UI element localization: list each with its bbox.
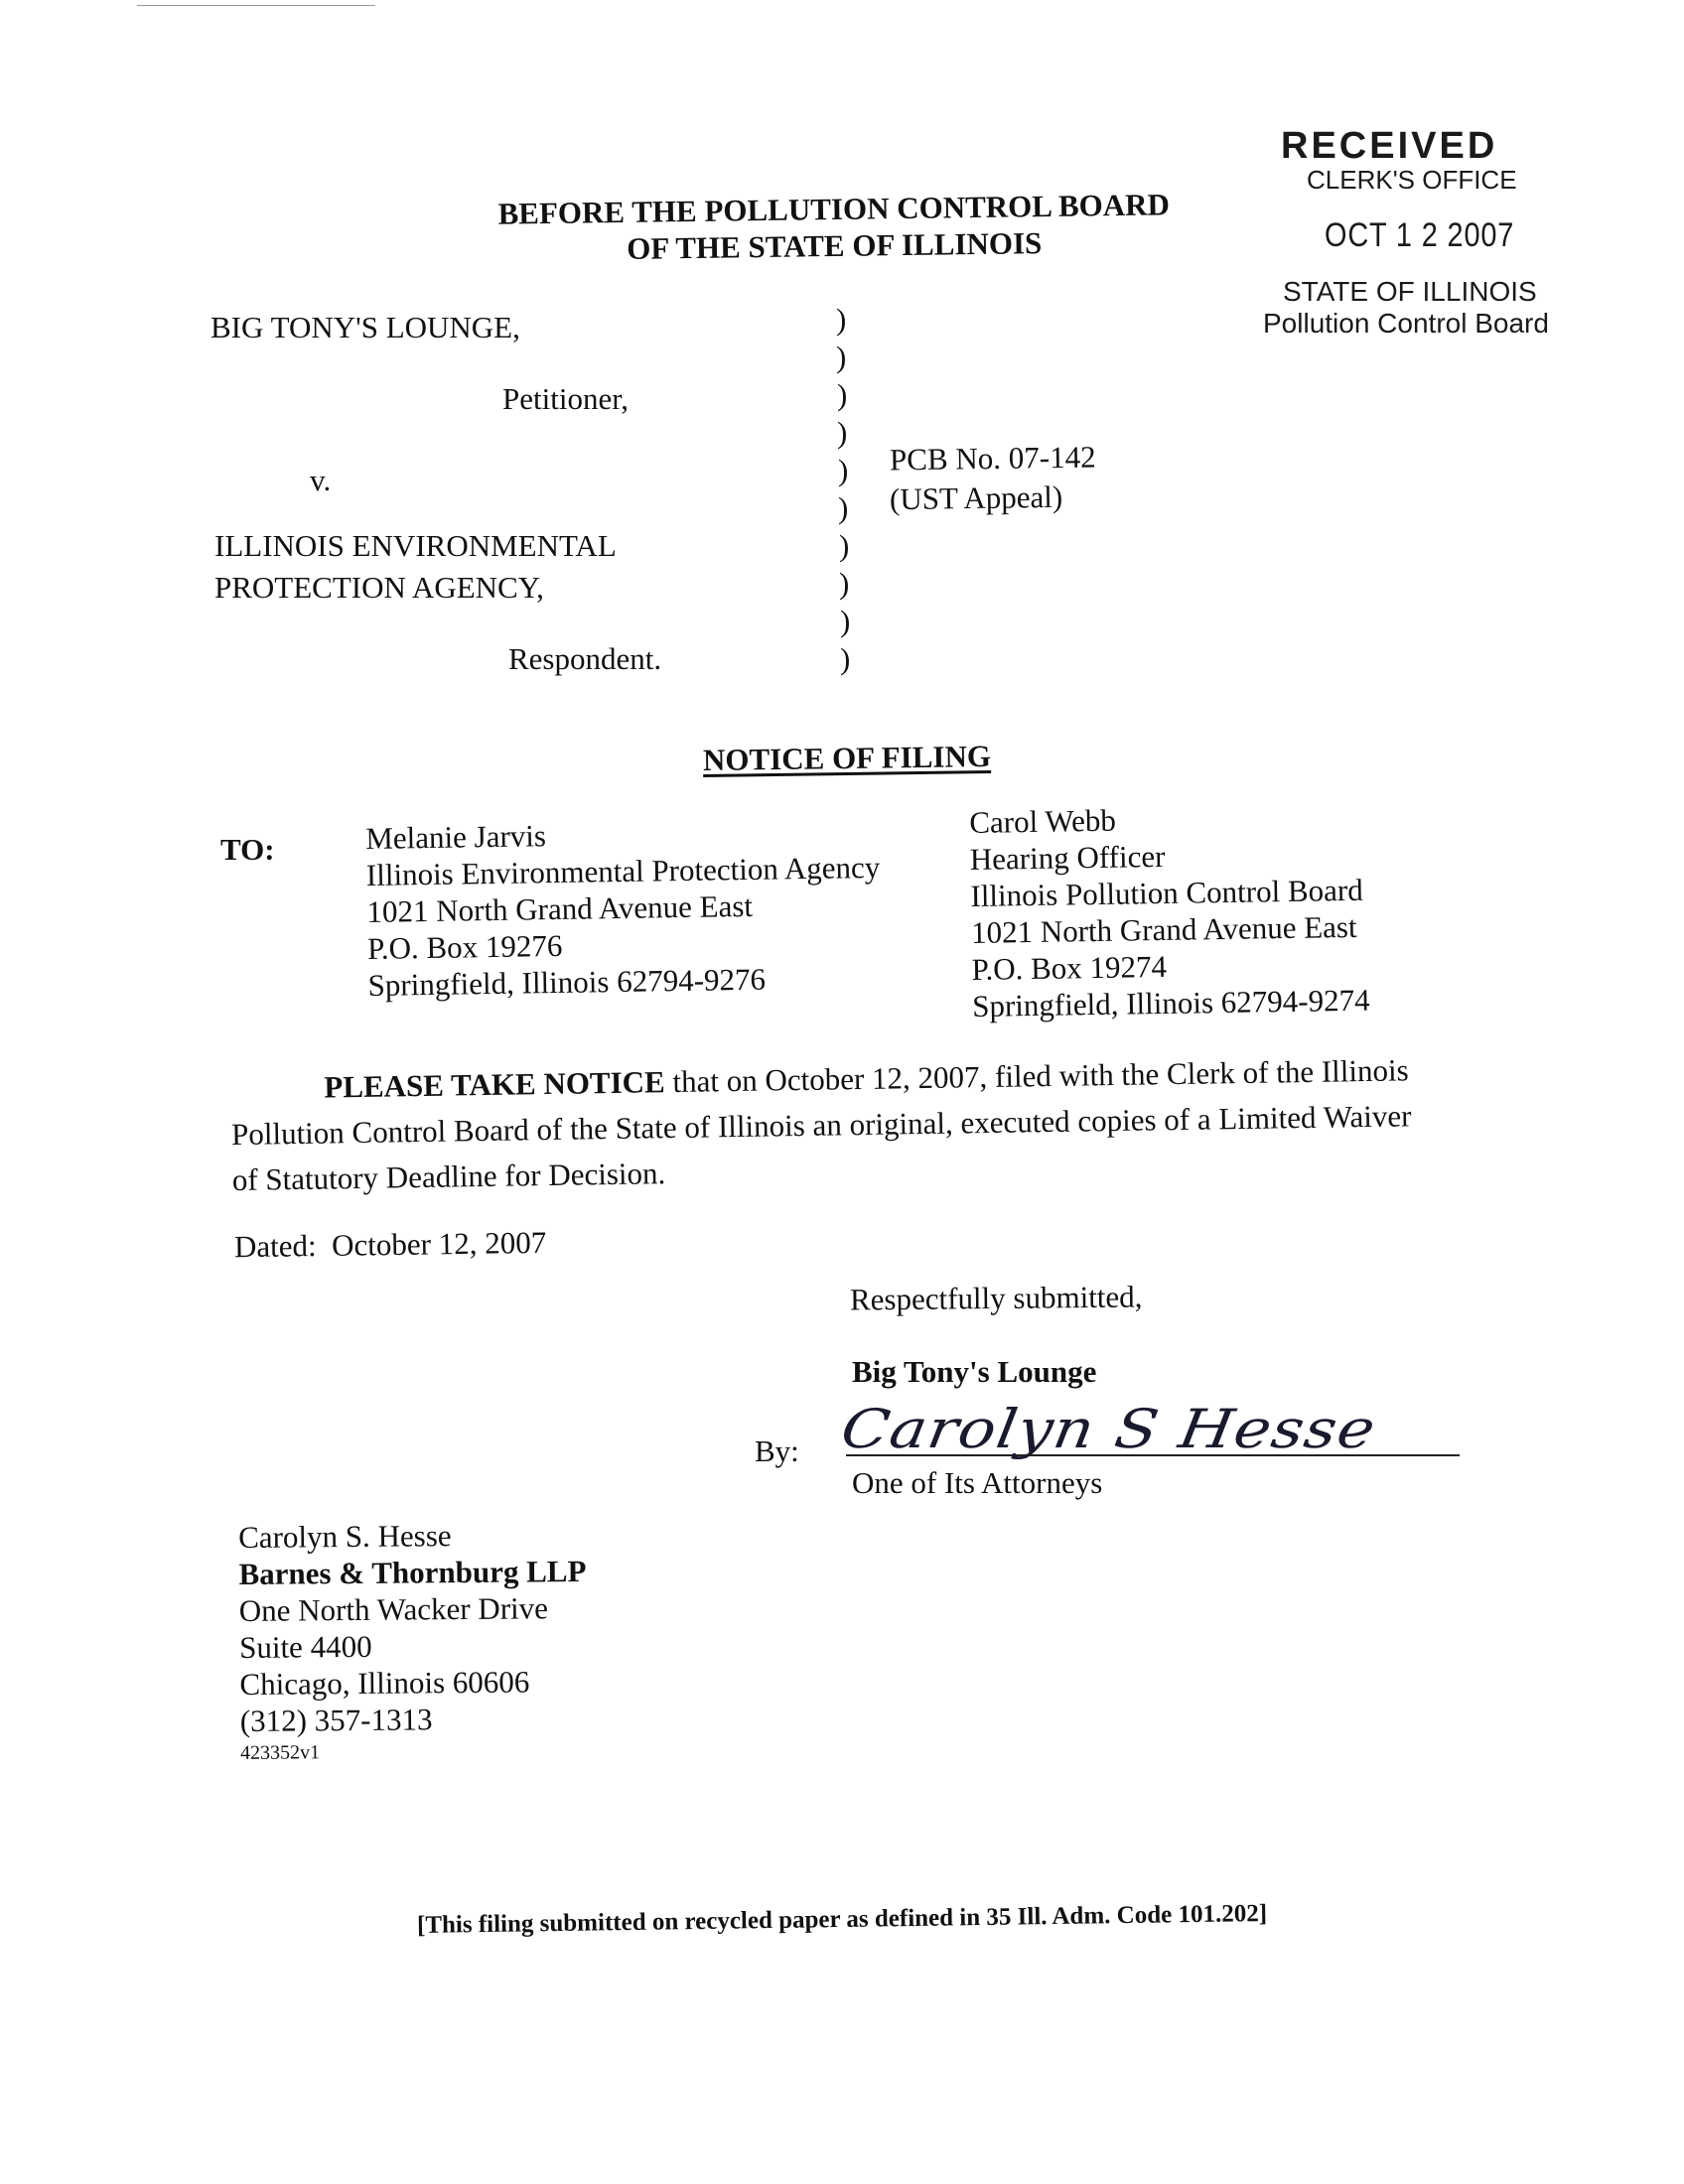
dated-line: Dated: October 12, 2007 [233, 1224, 547, 1265]
stamp-board: Pollution Control Board [1263, 308, 1549, 339]
caption-paren: ) [838, 490, 849, 525]
received-stamp [1263, 125, 1579, 353]
stamp-date: OCT 1 2 2007 [1325, 216, 1515, 254]
header-line2: OF THE STATE OF ILLINOIS [627, 225, 1043, 267]
caption-paren: ) [836, 302, 847, 337]
recipient-2-line: Hearing Officer [969, 838, 1166, 877]
petitioner-role: Petitioner, [502, 381, 630, 416]
attorney-street: One North Wacker Drive [238, 1590, 549, 1628]
attorney-city: Chicago, Illinois 60606 [239, 1664, 530, 1702]
to-label: TO: [220, 832, 275, 867]
caption-paren: ) [837, 415, 848, 450]
attorney-name: Carolyn S. Hesse [238, 1518, 452, 1555]
versus: v. [310, 463, 332, 497]
recipient-2-line: 1021 North Grand Avenue East [970, 908, 1357, 950]
respondent-name-line2: PROTECTION AGENCY, [214, 570, 544, 605]
caption-paren: ) [839, 566, 850, 601]
recipient-2-line: Springfield, Illinois 62794-9274 [971, 982, 1370, 1024]
recipient-1-line: Illinois Environmental Protection Agency [365, 849, 881, 892]
respondent-name-line1: ILLINOIS ENVIRONMENTAL [214, 528, 617, 563]
court-header [477, 186, 1193, 269]
recipient-1-line: P.O. Box 19276 [366, 927, 563, 966]
recycled-paper-footer: [This filing submitted on recycled paper as defined in 35 Ill. Adm. Code 101.202] [416, 1900, 1268, 1939]
recipient-2-line: Illinois Pollution Control Board [970, 872, 1363, 913]
stamp-state: STATE OF ILLINOIS [1283, 276, 1537, 307]
recipient-1-address [365, 812, 882, 1004]
caption-paren: ) [840, 604, 851, 638]
attorney-suite: Suite 4400 [238, 1628, 372, 1665]
handwritten-signature [836, 1398, 1381, 1467]
attorney-phone: (312) 357-1313 [239, 1702, 433, 1738]
recipient-1-line: Melanie Jarvis [365, 818, 547, 856]
notice-body [230, 1047, 1412, 1203]
closing: Respectfully submitted, [849, 1279, 1143, 1317]
caption-paren: ) [836, 340, 847, 374]
respondent-role: Respondent. [508, 641, 662, 676]
by-label: By: [755, 1433, 799, 1468]
notice-line1: that on October 12, 2007, filed with the Clerk of the Illinois [664, 1052, 1409, 1100]
attorney-block [238, 1516, 588, 1767]
header-line1: BEFORE THE POLLUTION CONTROL BOARD [497, 187, 1171, 231]
caption-paren: ) [837, 377, 848, 412]
recipient-2-line: Carol Webb [969, 802, 1117, 840]
recipient-2-address [969, 798, 1370, 1024]
caption-paren: ) [839, 528, 850, 563]
signing-party: Big Tony's Lounge [852, 1354, 1097, 1389]
notice-lead: PLEASE TAKE NOTICE [324, 1064, 665, 1105]
petitioner-name: BIG TONY'S LOUNGE, [210, 310, 520, 344]
document-id: 423352v1 [239, 1741, 321, 1764]
signature-text: Carolyn S Hesse [836, 1398, 1381, 1460]
notice-line3: of Statutory Deadline for Decision. [231, 1156, 666, 1197]
caption-paren: ) [840, 641, 851, 676]
stamp-clerks-office: CLERK'S OFFICE [1307, 165, 1517, 195]
scan-artifact-line [137, 5, 375, 6]
case-number: PCB No. 07-142 [889, 439, 1096, 478]
notice-title: NOTICE OF FILING [702, 738, 992, 778]
recipient-2-line: P.O. Box 19274 [971, 948, 1168, 987]
signer-role: One of Its Attorneys [852, 1465, 1103, 1500]
stamp-received: RECEIVED [1281, 125, 1498, 167]
attorney-firm: Barnes & Thornburg LLP [238, 1553, 587, 1591]
notice-line2: Pollution Control Board of the State of Illinois an original, executed copies of a Limited Waiver [230, 1098, 1412, 1152]
case-type: (UST Appeal) [889, 478, 1063, 517]
caption-paren: ) [838, 453, 849, 487]
recipient-1-line: Springfield, Illinois 62794-9276 [367, 961, 767, 1003]
recipient-1-line: 1021 North Grand Avenue East [366, 887, 754, 929]
